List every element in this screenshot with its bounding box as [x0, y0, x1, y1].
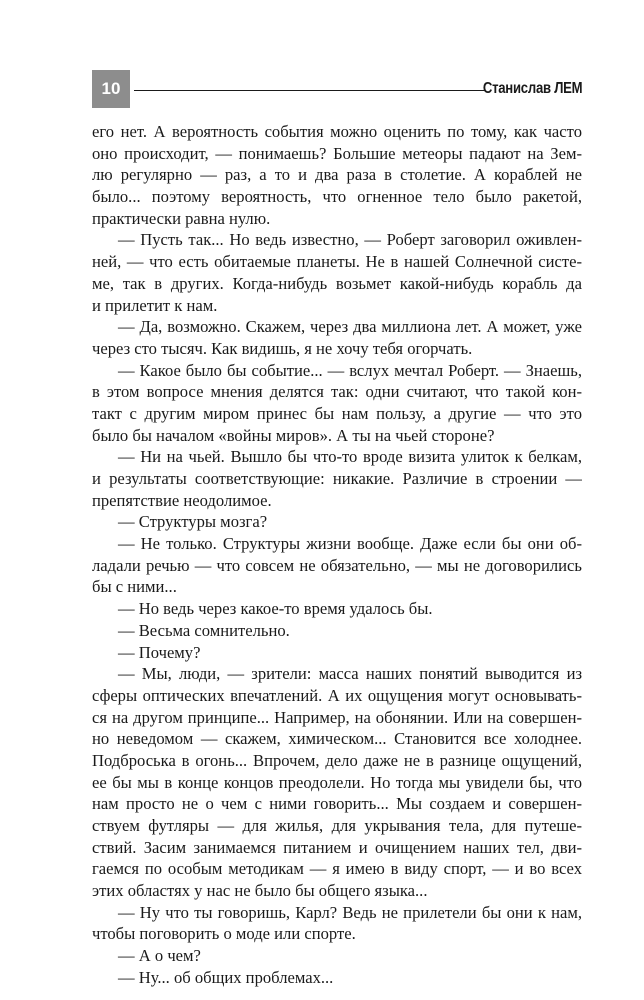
text-line: — Ну... об общих проблемах... — [118, 967, 334, 987]
text-line: ме, так в других. Когда-нибудь возьмет какой-нибудь корабль да — [92, 273, 582, 293]
text-line: этих областях у нас не было бы общего языка... — [92, 881, 428, 901]
text-line: его нет. А вероятность события можно оценить по тому, как часто — [92, 122, 582, 141]
body-text — [92, 121, 582, 989]
text-line: чтобы поговорить о моде или спорте. — [92, 924, 356, 944]
text-line: в этом вопросе мнения делятся так: одни считают, что такой кон- — [92, 382, 582, 402]
text-line: ее бы мы в конце концов преодолели. Но тогда мы увидели бы, что — [92, 772, 582, 792]
text-line: практически равна нулю. — [92, 208, 271, 228]
running-head-author: Станислав ЛЕМ — [482, 80, 582, 97]
header-rule — [134, 90, 486, 91]
text-line: сферы оптических впечатлений. А их ощущения могут основывать- — [92, 685, 582, 705]
text-line: было... поэтому вероятность, что огненное тело было ракетой, — [92, 187, 582, 207]
text-line: такт с другим миром принес бы нам пользу, а другие — что это — [92, 403, 582, 423]
text-line: и результаты соответствующие: никакие. Различие в строении — — [92, 469, 582, 488]
text-line: — Пусть так... Но ведь известно, — Роберт заговорил оживлен- — [118, 230, 582, 250]
page-header — [92, 70, 582, 108]
text-line: — Не только. Структуры жизни вообще. Даже если бы они об- — [118, 534, 582, 554]
text-line: ладали речью — что совсем не обязательно, — мы не договорились — [92, 555, 582, 575]
text-line: ней, — что есть обитаемые планеты. Не в нашей Солнечной систе- — [92, 252, 582, 272]
text-line: — Весьма сомнительно. — [118, 620, 290, 640]
text-line: Подброська в огонь... Впрочем, дело даже не в разнице ощущений, — [92, 750, 582, 770]
text-line: — Ну что ты говоришь, Карл? Ведь не прилетели бы они к нам, — [118, 902, 582, 922]
text-line: ствий. Засим занимаемся питанием и очищением наших тел, дви- — [92, 837, 582, 857]
text-line: нам просто не о чем с ними говорить... Мы создаем и совершен- — [92, 794, 582, 814]
text-line: — А о чем? — [118, 946, 201, 966]
text-line: но неведомом — скажем, химическом... Становится все холоднее. — [92, 729, 582, 749]
text-line: — Мы, люди, — зрители: масса наших понятий выводится из — [118, 664, 582, 684]
text-line: лю регулярно — раз, а то и два раза в столетие. А кораблей не — [92, 165, 582, 185]
text-line: ствуем футляры — для жилья, для укрывания тела, для путеше- — [92, 816, 582, 835]
text-line: — Структуры мозга? — [118, 512, 268, 532]
text-line: бы с ними... — [92, 577, 177, 597]
text-line: препятствие неодолимое. — [92, 490, 272, 510]
text-line: было бы началом «войны миров». А ты на чьей стороне? — [92, 425, 495, 445]
text-line: и прилетит к нам. — [92, 295, 218, 315]
text-line: гаемся по особым методикам — я имею в виду спорт, — и во всех — [92, 859, 582, 879]
text-line: — Но ведь через какое-то время удалось бы. — [118, 599, 433, 619]
text-line: — Ни на чьей. Вышло бы что-то вроде визита улиток к белкам, — [118, 447, 582, 467]
text-line: — Какое было бы событие... — вслух мечтал Роберт. — Знаешь, — [118, 360, 582, 380]
text-line: — Почему? — [118, 642, 201, 662]
text-line: через сто тысяч. Как видишь, я не хочу тебя огорчать. — [92, 338, 473, 358]
text-line: оно происходит, — понимаешь? Большие метеоры падают на Зем- — [92, 143, 582, 163]
text-line: ся на другом принципе... Например, на обонянии. Или на совершен- — [92, 707, 582, 727]
page-number: 10 — [92, 70, 130, 108]
text-line: — Да, возможно. Скажем, через два миллиона лет. А может, уже — [118, 317, 582, 337]
